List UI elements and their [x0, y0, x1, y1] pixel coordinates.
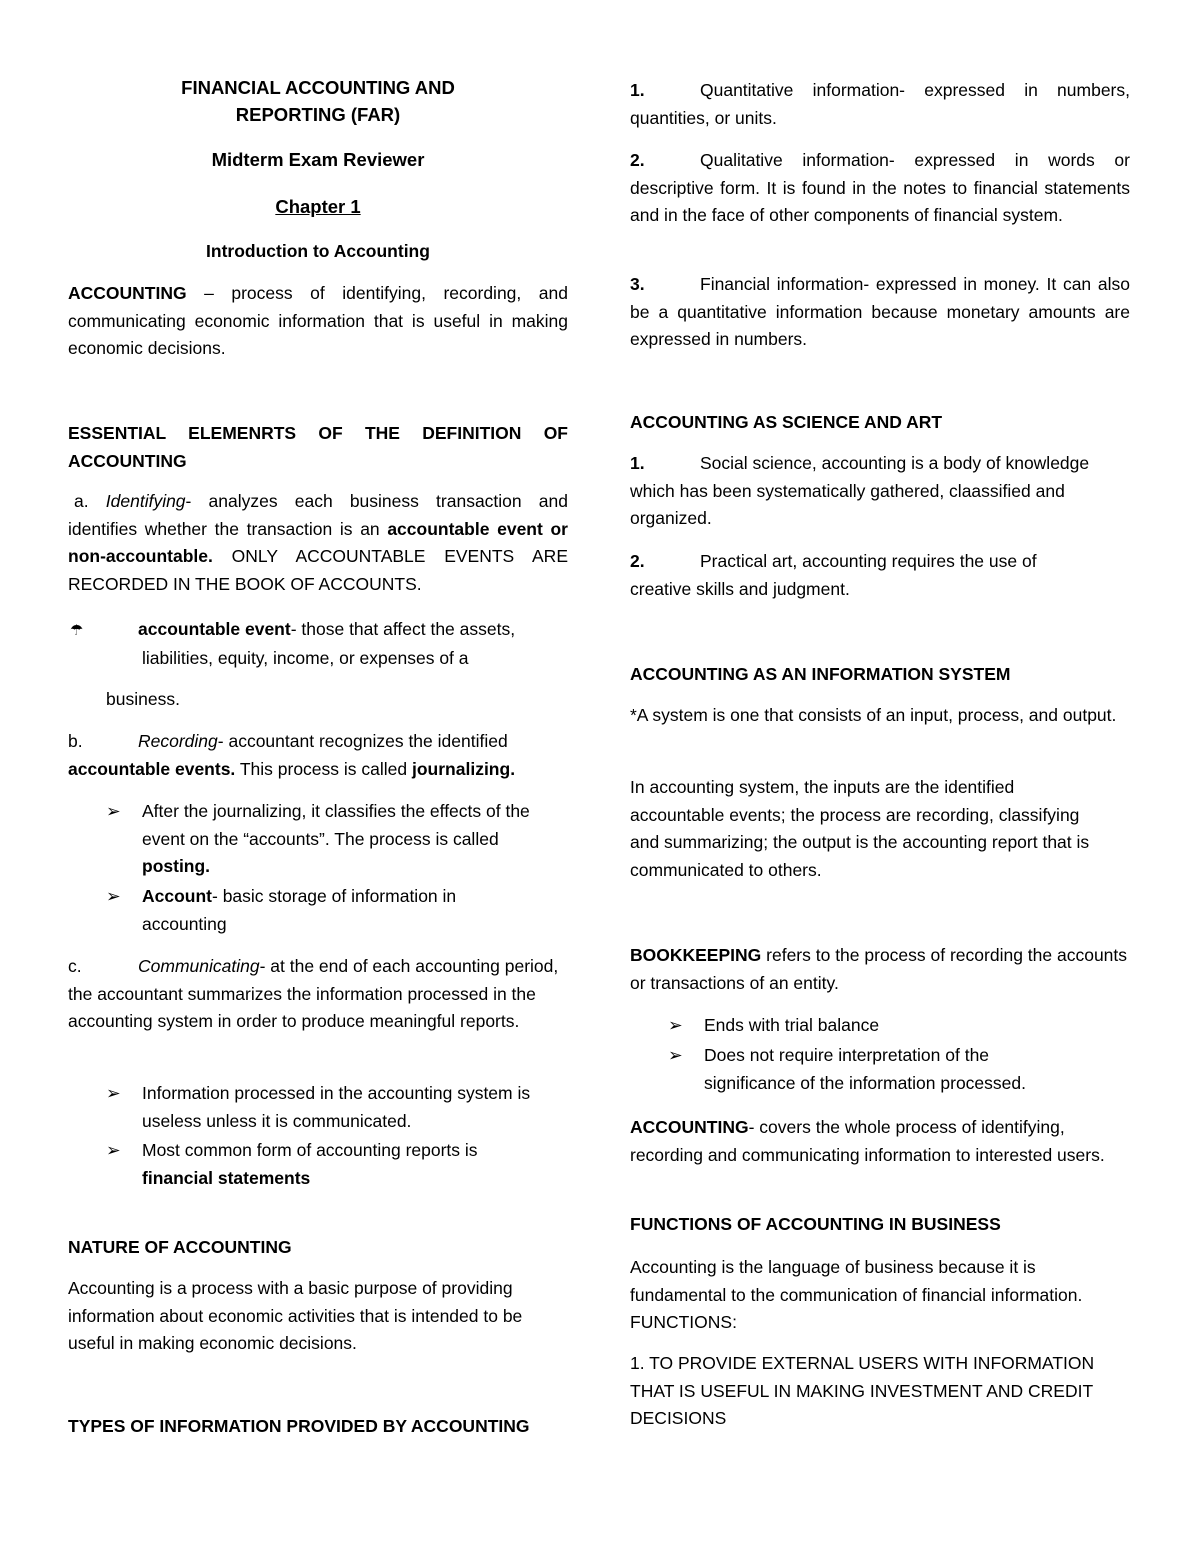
bookkeeping-bullet-1 — [630, 1012, 1130, 1040]
types-item-1-text: Quantitative information- expressed in numbers, quantities, or units. — [630, 80, 1130, 128]
information-system-p2: In accounting system, the inputs are the identified accountable events; the process are recording, classifying and summarizing; the output is the accounting report that is communicated to others. — [630, 777, 1090, 880]
communicating-bullet-1-text: Information processed in the accounting system is useless unless it is communicated. — [142, 1083, 531, 1131]
arrow-bullet-icon: ➢ — [106, 1140, 121, 1160]
science-item-1-num: 1. — [630, 453, 645, 473]
accounting-term: ACCOUNTING — [68, 283, 187, 303]
accounting-coverage-term: ACCOUNTING — [630, 1117, 749, 1137]
bookkeeping-term: BOOKKEEPING — [630, 945, 762, 965]
information-system-heading: ACCOUNTING AS AN INFORMATION SYSTEM — [630, 664, 1011, 684]
science-item-1 — [630, 450, 1130, 533]
types-item-1 — [630, 77, 1130, 132]
recording-bold-1: accountable events. — [68, 758, 236, 779]
accounting-definition-text: – process of identifying, recording, and communicating economic information that is useful in making economic decisions. — [68, 283, 568, 358]
science-item-2-num: 2. — [630, 551, 645, 571]
communicating-bullet-2 — [68, 1137, 568, 1192]
document-subtitle: Midterm Exam Reviewer — [211, 149, 425, 170]
bookkeeping-bullet-1-text: Ends with trial balance — [704, 1015, 880, 1035]
functions-item-1: 1. TO PROVIDE EXTERNAL USERS WITH INFORMATION THAT IS USEFUL IN MAKING INVESTMENT AND CREDIT DECISIONS — [630, 1353, 1095, 1428]
communicating-text: - at the end of each accounting period, the accountant summarizes the information processed in the accounting system in order to produce meaningful reports. — [68, 956, 559, 1031]
functions-text: Accounting is the language of business because it is fundamental to the communication of financial information. FUNCTIONS: — [630, 1257, 1083, 1332]
identifying-bold: accountable event or non-accountable. — [68, 518, 568, 566]
science-art-heading: ACCOUNTING AS SCIENCE AND ART — [630, 412, 943, 432]
identifying-paragraph — [68, 488, 568, 598]
recording-bold-2: journalizing. — [412, 758, 516, 779]
science-item-2-text: Practical art, accounting requires the use of creative skills and judgment. — [630, 551, 1037, 599]
recording-bullet-1 — [68, 798, 568, 881]
communicating-paragraph — [68, 953, 568, 1036]
accountable-event-term: accountable event — [138, 619, 291, 639]
recording-text-1: - accountant recognizes the identified — [217, 731, 508, 751]
recording-bullet-2-text: - basic storage of information in accounting — [142, 886, 457, 934]
chapter-title: Introduction to Accounting — [206, 241, 430, 261]
communicating-bullet-1 — [68, 1080, 568, 1135]
recording-bullet-1-bold: posting. — [142, 856, 211, 876]
communicating-bullet-2-bold: financial statements — [142, 1167, 311, 1188]
arrow-bullet-icon: ➢ — [106, 801, 121, 821]
recording-term: Recording — [138, 731, 218, 751]
arrow-bullet-icon: ➢ — [106, 886, 121, 906]
science-item-1-text: Social science, accounting is a body of knowledge which has been systematically gathered, claassified and organized. — [630, 453, 1090, 528]
identifying-term: Identifying — [105, 491, 186, 511]
information-system-p1: *A system is one that consists of an input, process, and output. — [630, 705, 1117, 725]
types-item-3-text: Financial information- expressed in money. It can also be a quantitative information because monetary amounts are expressed in numbers. — [630, 274, 1130, 349]
accountable-event-item — [68, 616, 568, 672]
bookkeeping-paragraph — [630, 942, 1130, 997]
identifying-label: a. — [74, 491, 89, 511]
functions-heading: FUNCTIONS OF ACCOUNTING IN BUSINESS — [630, 1214, 1001, 1234]
recording-bullet-2-bold: Account — [142, 886, 212, 906]
accountable-event-text: - those that affect the assets, liabilities, equity, income, or expenses of a — [142, 619, 516, 668]
chapter-heading: Chapter 1 — [275, 196, 361, 217]
recording-text-2: This process is called — [235, 758, 412, 779]
recording-paragraph — [68, 728, 568, 783]
communicating-bullet-2-text: Most common form of accounting reports is — [142, 1140, 478, 1160]
arrow-bullet-icon: ➢ — [668, 1045, 683, 1065]
types-item-2-num: 2. — [630, 150, 645, 170]
communicating-term: Communicating — [138, 956, 260, 976]
nature-text: Accounting is a process with a basic purpose of providing information about economic activities that is intended to be useful in making economic decisions. — [68, 1278, 523, 1353]
bookkeeping-bullet-2-text: Does not require interpretation of the significance of the information processed. — [704, 1045, 1026, 1093]
types-item-2-text: Qualitative information- expressed in words or descriptive form. It is found in the notes to financial statements and in the face of other components of financial system. — [630, 150, 1130, 225]
arrow-bullet-icon: ➢ — [106, 1083, 121, 1103]
types-item-3-num: 3. — [630, 274, 645, 294]
types-item-1-num: 1. — [630, 80, 645, 100]
identifying-text-1: - analyzes each business transaction and identifies whether the transaction is an — [68, 491, 568, 539]
types-item-2 — [630, 147, 1130, 230]
bookkeeping-text: refers to the process of recording the accounts or transactions of an entity. — [630, 945, 1128, 993]
accounting-coverage-paragraph — [630, 1114, 1130, 1169]
types-item-3 — [630, 271, 1130, 354]
communicating-label: c. — [68, 956, 82, 976]
identifying-text-2: ONLY ACCOUNTABLE EVENTS ARE RECORDED IN THE BOOK OF ACCOUNTS. — [68, 546, 568, 594]
bookkeeping-bullet-2 — [630, 1042, 1130, 1097]
recording-label: b. — [68, 731, 83, 751]
types-heading: TYPES OF INFORMATION PROVIDED BY ACCOUNTING — [68, 1416, 530, 1436]
title-line-2: REPORTING (FAR) — [235, 104, 401, 125]
cloud-bullet-icon: ☂ — [70, 622, 84, 639]
recording-bullet-1-text: After the journalizing, it classifies the effects of the event on the “accounts”. The process is called — [142, 801, 530, 849]
accountable-event-tail: business. — [106, 689, 180, 709]
science-item-2 — [630, 548, 1130, 603]
title-line-1: FINANCIAL ACCOUNTING AND — [181, 77, 455, 98]
recording-bullet-2 — [68, 883, 568, 938]
essential-elements-heading: ESSENTIAL ELEMENRTS OF THE DEFINITION OF ACCOUNTING — [68, 423, 568, 471]
nature-heading: NATURE OF ACCOUNTING — [68, 1237, 292, 1257]
document-title — [68, 74, 568, 128]
accounting-coverage-text: - covers the whole process of identifying, recording and communicating information to interested users. — [630, 1117, 1105, 1165]
accounting-definition — [68, 280, 568, 363]
arrow-bullet-icon: ➢ — [668, 1015, 683, 1035]
